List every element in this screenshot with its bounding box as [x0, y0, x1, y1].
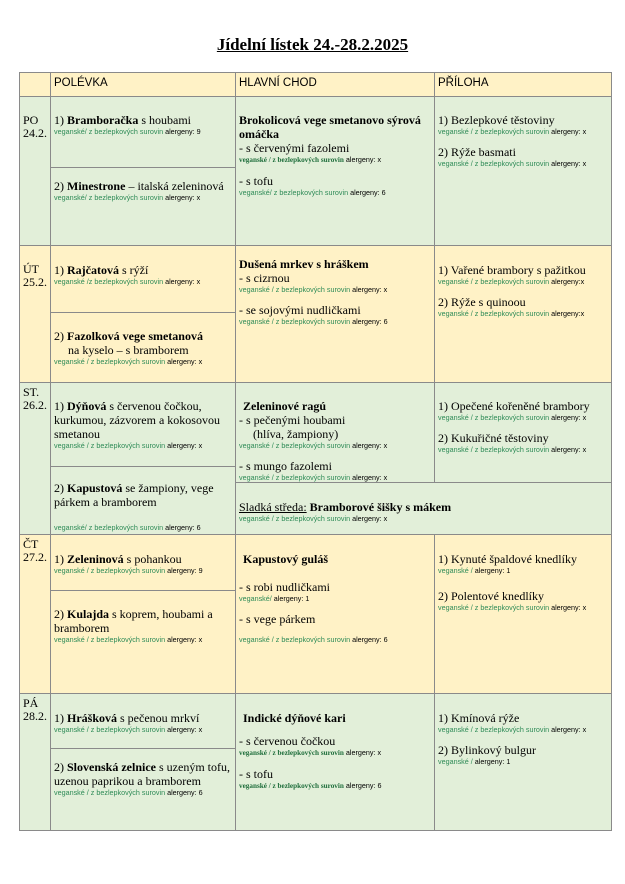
- allergens: alergeny: x: [165, 441, 203, 450]
- main-option-2: - se sojovými nudličkami: [239, 303, 361, 317]
- soup-number: 2): [54, 329, 67, 343]
- side-option-1: 1) Kynuté špaldové knedlíky: [438, 552, 577, 566]
- day-cell-thu: [20, 535, 51, 694]
- main-fri: [236, 694, 435, 831]
- soup-name: Rajčatová: [67, 263, 119, 277]
- main-title: Indické dýňové kari: [243, 711, 346, 725]
- vegan-tag: veganské / z bezlepkových surovin: [438, 127, 550, 136]
- side-option-2: 2) Kukuřičné těstoviny: [438, 431, 549, 445]
- soup-desc: s pečenou mrkví: [117, 711, 200, 725]
- allergens: alergeny: 6: [350, 317, 388, 326]
- vegan-tag: veganské / z bezlepkových surovin: [239, 782, 344, 790]
- soup-name: Kapustová: [67, 481, 123, 495]
- allergens: alergeny: 6: [165, 788, 203, 797]
- header-day-cell: [20, 73, 51, 97]
- vegan-tag: veganské / z bezlepkových surovin: [239, 749, 344, 757]
- soup-2-tue: [51, 313, 236, 383]
- side-wed: [435, 383, 612, 483]
- allergens: alergeny: x: [165, 725, 203, 734]
- vegan-tag: veganské / z bezlepkových surovin: [54, 725, 166, 734]
- vegan-tag: veganské / z bezlepkových surovin: [54, 566, 166, 575]
- allergens: alergeny: 6: [348, 188, 386, 197]
- vegan-tag: veganské / z bezlepkových surovin: [239, 514, 351, 523]
- soup-number: 1): [54, 711, 67, 725]
- vegan-tag: veganské / z bezlepkových surovin: [239, 473, 351, 482]
- soup-2-thu: [51, 591, 236, 694]
- allergens: alergeny: x: [350, 441, 388, 450]
- soup-desc: s pohankou: [123, 552, 182, 566]
- vegan-tag: veganské / z bezlepkových surovin: [239, 635, 351, 644]
- main-option-1: - s pečenými houbami: [239, 413, 346, 427]
- soup-name: Kulajda: [67, 607, 110, 621]
- main-title: Dušená mrkev s hráškem: [239, 257, 369, 271]
- day-row-mon: [20, 97, 612, 168]
- soup-desc: s rýží: [118, 263, 149, 277]
- allergens: alergeny: x: [343, 155, 382, 164]
- vegan-tag: veganské / z bezlepkových surovin: [239, 317, 351, 326]
- vegan-tag: veganské / z bezlepkových surovin: [438, 309, 550, 318]
- main-option-1: - s robi nudličkami: [239, 580, 330, 594]
- main-option-1: - s červenou čočkou: [239, 734, 336, 748]
- day-name: PO: [23, 113, 39, 127]
- soup-number: 2): [54, 179, 67, 193]
- main-wed: [236, 383, 435, 483]
- vegan-tag: veganské / z bezlepkových surovin: [239, 441, 351, 450]
- soup-number: 1): [54, 263, 67, 277]
- soup-1-tue: [51, 246, 236, 313]
- vegan-tag: veganské / z bezlepkových surovin: [438, 725, 550, 734]
- main-title: Brokolicová vege smetanovo sýrová omáčka: [239, 113, 421, 141]
- allergens: alergeny: 6: [350, 635, 388, 644]
- side-option-1: 1) Opečené kořeněné brambory: [438, 399, 590, 413]
- main-option-2: - s tofu: [239, 767, 273, 781]
- main-option-2: - s mungo fazolemi: [239, 459, 332, 473]
- vegan-tag: veganské / z bezlepkových surovin: [438, 413, 550, 422]
- soup-name: Slovenská zelnice: [67, 760, 156, 774]
- day-date: 27.2.: [23, 550, 47, 564]
- vegan-tag: veganské / z bezlepkových surovin: [438, 603, 550, 612]
- vegan-tag: veganské/ z bezlepkových surovin: [239, 188, 349, 197]
- allergens: alergeny: 9: [165, 566, 203, 575]
- vegan-tag: veganské /: [438, 757, 473, 766]
- day-cell-wed: [20, 383, 51, 535]
- day-row-fri: [20, 694, 612, 749]
- vegan-tag: veganské /z bezlepkových surovin: [54, 277, 164, 286]
- allergens: alergeny: x: [549, 603, 587, 612]
- side-option-1: 1) Kmínová rýže: [438, 711, 520, 725]
- allergens: alergeny: x: [350, 285, 388, 294]
- header-row: [20, 73, 612, 97]
- allergens: alergeny: x: [165, 635, 203, 644]
- main-option-2: - s vege párkem: [239, 612, 316, 626]
- allergens: alergeny:x: [549, 309, 585, 318]
- allergens: alergeny: x: [343, 748, 382, 757]
- main-title: Zeleninové ragú: [243, 399, 326, 413]
- soup-desc: s houbami: [138, 113, 191, 127]
- header-soup: POLÉVKA: [51, 73, 236, 97]
- soup-number: 2): [54, 760, 67, 774]
- day-row-thu: [20, 535, 612, 591]
- day-date: 25.2.: [23, 275, 47, 289]
- soup-name: Bramboračka: [67, 113, 139, 127]
- vegan-tag: veganské / z bezlepkových surovin: [239, 156, 344, 164]
- vegan-tag: veganské / z bezlepkových surovin: [54, 357, 166, 366]
- day-date: 26.2.: [23, 398, 47, 412]
- allergens: alergeny:x: [549, 277, 585, 286]
- vegan-tag: veganské / z bezlepkových surovin: [438, 159, 550, 168]
- day-name: ST.: [23, 385, 40, 399]
- allergens: alergeny: x: [549, 413, 587, 422]
- sweet-label: Sladká středa:: [239, 500, 307, 514]
- allergens: alergeny: 6: [343, 781, 382, 790]
- day-date: 28.2.: [23, 709, 47, 723]
- soup-number: 1): [54, 552, 67, 566]
- main-title: Kapustový guláš: [243, 552, 329, 566]
- vegan-tag: veganské / z bezlepkových surovin: [54, 635, 166, 644]
- day-cell-tue: [20, 246, 51, 383]
- sweet-dish: Bramborové šišky s mákem: [306, 500, 452, 514]
- vegan-tag: veganské/ z bezlepkových surovin: [54, 127, 164, 136]
- allergens: alergeny: x: [549, 725, 587, 734]
- header-main: HLAVNÍ CHOD: [236, 73, 435, 97]
- vegan-tag: veganské / z bezlepkových surovin: [239, 285, 351, 294]
- allergens: alergeny: 6: [163, 523, 201, 532]
- soup-number: 2): [54, 481, 67, 495]
- allergens: alergeny: x: [163, 277, 201, 286]
- soup-desc: – italská zeleninová: [125, 179, 224, 193]
- vegan-tag: veganské / z bezlepkových surovin: [54, 788, 166, 797]
- soup-name: Hrášková: [67, 711, 118, 725]
- soup-1-fri: [51, 694, 236, 749]
- main-option-1: - s červenými fazolemi: [239, 141, 350, 155]
- side-option-2: 2) Rýže s quinoou: [438, 295, 526, 309]
- side-option-2: 2) Rýže basmati: [438, 145, 516, 159]
- main-option-2: - s tofu: [239, 174, 273, 188]
- vegan-tag: veganské / z bezlepkových surovin: [438, 277, 550, 286]
- day-name: ÚT: [23, 262, 39, 276]
- main-option-1: - s cizrnou: [239, 271, 290, 285]
- side-thu: [435, 535, 612, 694]
- day-row-tue: [20, 246, 612, 313]
- soup-2-fri: [51, 749, 236, 831]
- soup-2-wed: [51, 467, 236, 535]
- allergens: alergeny: x: [163, 193, 201, 202]
- sweet-wednesday: [236, 483, 612, 535]
- side-option-1: 1) Bezlepkové těstoviny: [438, 113, 555, 127]
- allergens: alergeny: x: [350, 473, 388, 482]
- allergens: alergeny: 1: [472, 566, 511, 575]
- day-name: ČT: [23, 537, 39, 551]
- allergens: alergeny: 9: [163, 127, 201, 136]
- soup-name: Minestrone: [67, 179, 126, 193]
- soup-1-wed: [51, 383, 236, 467]
- side-option-1: 1) Vařené brambory s pažitkou: [438, 263, 586, 277]
- soup-2-mon: [51, 168, 236, 246]
- soup-name: Fazolková vege smetanová: [67, 329, 203, 343]
- soup-desc: s koprem, houbami a bramborem: [54, 607, 213, 635]
- soup-1-mon: [51, 97, 236, 168]
- header-side: PŘÍLOHA: [435, 73, 612, 97]
- vegan-tag: veganské /: [438, 566, 473, 575]
- vegan-tag: veganské/ z bezlepkových surovin: [54, 523, 164, 532]
- allergens: alergeny: x: [549, 127, 587, 136]
- soup-desc: na kyselo – s bramborem: [68, 343, 189, 357]
- allergens: alergeny: x: [549, 159, 587, 168]
- vegan-tag: veganské/ z bezlepkových surovin: [54, 193, 164, 202]
- side-tue: [435, 246, 612, 383]
- soup-desc: s červenou čočkou, kurkumou, zázvorem a kokosovou smetanou: [54, 399, 220, 441]
- side-option-2: 2) Bylinkový bulgur: [438, 743, 536, 757]
- soup-number: 1): [54, 399, 67, 413]
- allergens: alergeny: x: [549, 445, 587, 454]
- day-name: PÁ: [23, 696, 39, 710]
- main-option-1-detail: (hlíva, žampiony): [253, 427, 339, 441]
- allergens: alergeny: x: [350, 514, 388, 523]
- page-title: Jídelní lístek 24.-28.2.2025: [216, 35, 409, 54]
- day-row-wed: [20, 383, 612, 467]
- menu-table: [19, 72, 612, 831]
- soup-1-thu: [51, 535, 236, 591]
- main-thu: [236, 535, 435, 694]
- soup-name: Zeleninová: [67, 552, 124, 566]
- vegan-tag: veganské / z bezlepkových surovin: [438, 445, 550, 454]
- vegan-tag: veganské / z bezlepkových surovin: [54, 441, 166, 450]
- vegan-tag: veganské/: [239, 594, 272, 603]
- day-cell-fri: [20, 694, 51, 831]
- main-mon: [236, 97, 435, 246]
- main-tue: [236, 246, 435, 383]
- allergens: alergeny: 1: [472, 757, 511, 766]
- soup-desc: s uzeným tofu, uzenou paprikou a bramborem: [54, 760, 230, 788]
- side-fri: [435, 694, 612, 831]
- side-option-2: 2) Polentové knedlíky: [438, 589, 544, 603]
- soup-name: Dýňová: [67, 399, 107, 413]
- day-date: 24.2.: [23, 126, 47, 140]
- day-cell-mon: [20, 97, 51, 246]
- soup-number: 2): [54, 607, 67, 621]
- allergens: alergeny: 1: [271, 594, 310, 603]
- soup-desc: se žampiony, vege párkem a bramborem: [54, 481, 214, 509]
- side-mon: [435, 97, 612, 246]
- allergens: alergeny: x: [165, 357, 203, 366]
- soup-number: 1): [54, 113, 67, 127]
